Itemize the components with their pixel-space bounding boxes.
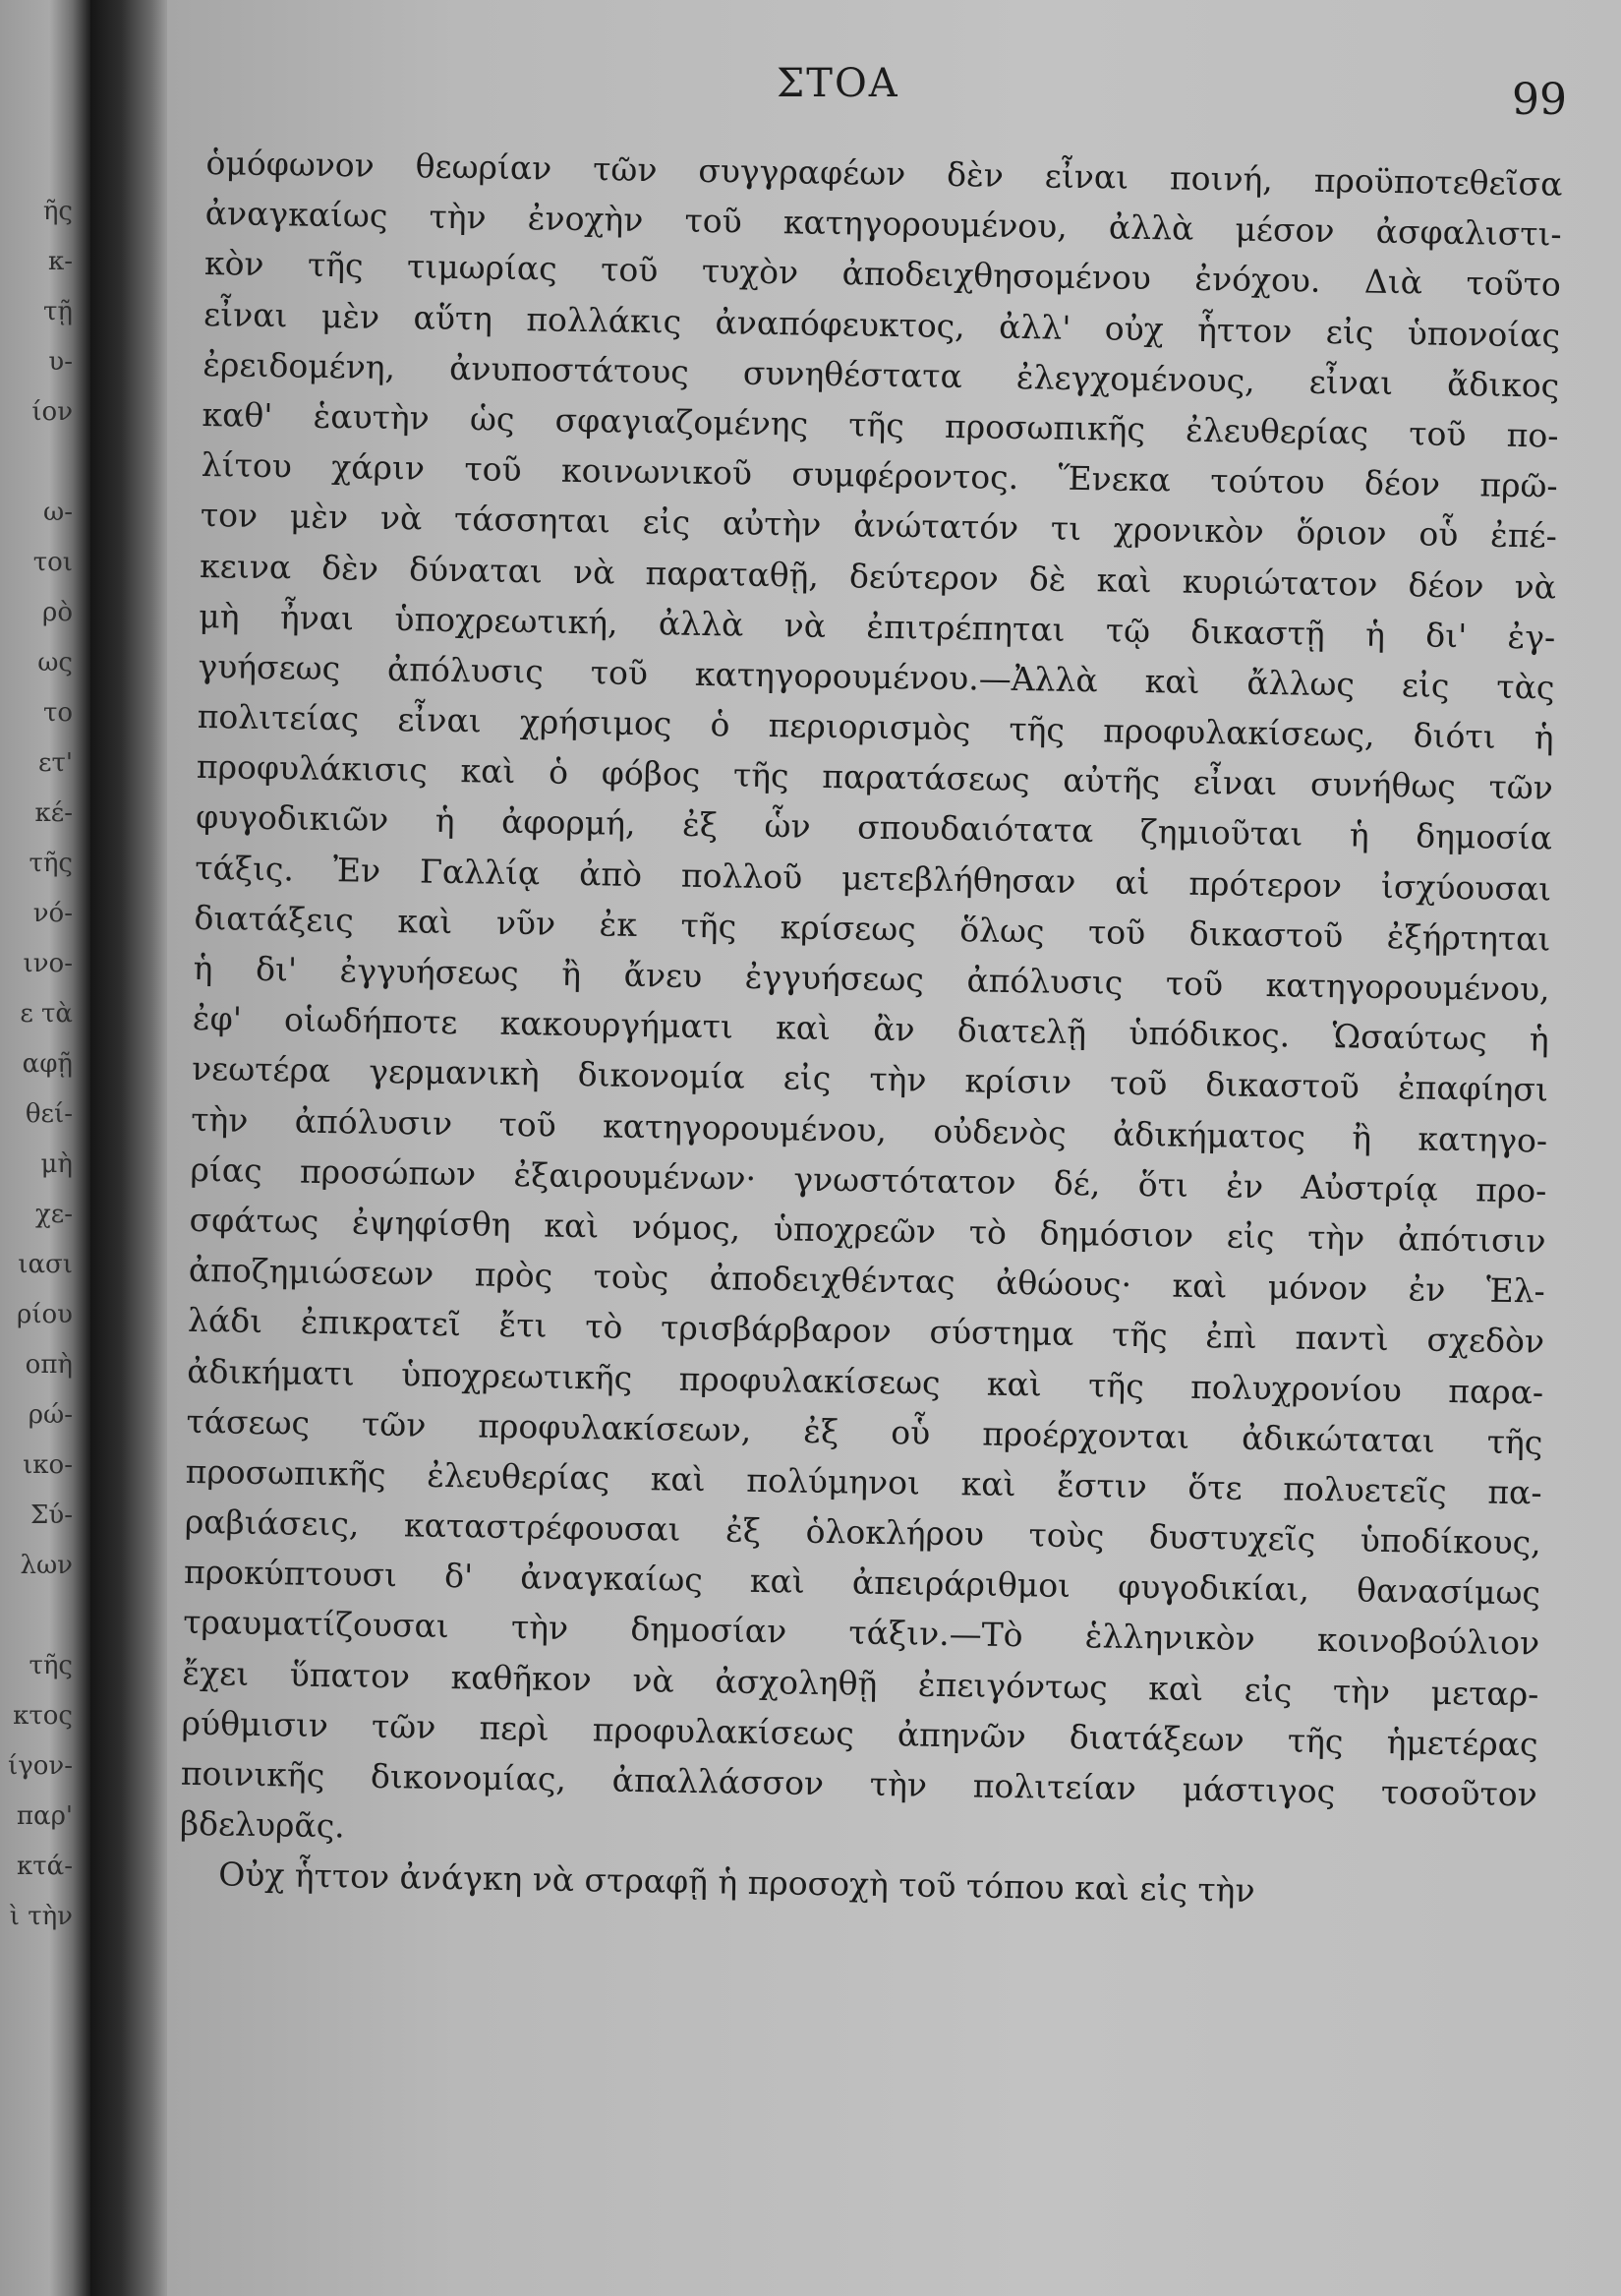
text-line: ἐφ' οἱωδήποτε κακουργήματι καὶ ἂν διατελῇ ὑπόδικος. Ὡσαύτως ἡ — [192, 999, 1550, 1059]
facing-page-fragment: αφῇ — [22, 1049, 73, 1079]
text-line: μὴ ἦναι ὑποχρεωτική, ἀλλὰ νὰ ἐπιτρέπηται τῷ δικαστῇ ἡ δι' ἐγ- — [199, 596, 1556, 657]
book-gutter — [90, 0, 167, 2296]
facing-page-fragment: μὴ — [40, 1149, 73, 1179]
facing-page-fragment: ω- — [43, 498, 73, 527]
text-line: τον μὲν νὰ τάσσηται εἰς αὐτὴν ἀνώτατόν τι χρονικὸν ὅριον οὗ ἐπέ- — [200, 496, 1558, 556]
facing-page-fragment: οπὴ — [25, 1350, 73, 1380]
text-line: κεινα δὲν δύναται νὰ παραταθῇ, δεύτερον δὲ καὶ κυριώτατον δέον νὰ — [199, 546, 1557, 607]
text-line: σφάτως ἐψηφίσθη καὶ νόμος, ὑποχρεῶν τὸ δημόσιον εἰς τὴν ἀπότισιν — [189, 1200, 1546, 1261]
facing-page-fragment: τῆς — [29, 1651, 73, 1680]
text-line: νεωτέρα γερμανικὴ δικονομία εἰς τὴν κρίσιν τοῦ δικαστοῦ ἐπαφίησι — [191, 1049, 1549, 1109]
facing-page-fragment: ρὸ — [42, 598, 73, 627]
facing-page-fragment: τῆς — [29, 849, 73, 878]
text-line: ἀδικήματι ὑποχρεωτικῆς προφυλακίσεως καὶ τῆς πολυχρονίου παρα- — [186, 1351, 1544, 1412]
facing-page-fragments — [0, 187, 79, 1942]
facing-page-fragment: ετ' — [37, 748, 73, 778]
text-line: ραβιάσεις, καταστρέφουσαι ἐξ ὁλοκλήρου τοὺς δυστυχεῖς ὑποδίκους, — [184, 1501, 1542, 1562]
text-line: γυήσεως ἀπόλυσις τοῦ κατηγορουμένου.—Ἀλλὰ καὶ ἄλλως εἰς τὰς — [198, 646, 1555, 707]
facing-page-fragment: ῆς — [42, 197, 73, 226]
facing-page-fragment: υ- — [48, 347, 73, 377]
facing-page-fragment: ε τὰ — [20, 999, 73, 1029]
facing-page-edge — [0, 0, 90, 2296]
text-line: κὸν τῆς τιμωρίας τοῦ τυχὸν ἀποδειχθησομένου ἐνόχου. Διὰ τοῦτο — [203, 244, 1562, 305]
facing-page-fragment: κ- — [47, 247, 73, 276]
facing-page-fragment: Σύ- — [30, 1501, 73, 1530]
text-line: ἐρειδομένη, ἀνυποστάτους συνηθέστατα ἐλεγχομένους, εἶναι ἄδικος — [203, 344, 1560, 405]
page-header — [167, 61, 1621, 130]
text-line: ρίας προσώπων ἐξαιρουμένων· γνωστότατον δέ, ὅτι ἐν Αὐστρίᾳ προ- — [190, 1149, 1547, 1210]
facing-page-fragment: παρ' — [16, 1801, 73, 1831]
facing-page-fragment: λων — [20, 1551, 73, 1580]
running-head: ΣΤΟΑ — [777, 61, 899, 106]
facing-page-fragment: ιασι — [18, 1250, 73, 1279]
text-line: ἡ δι' ἐγγυήσεως ἢ ἄνευ ἐγγυήσεως ἀπόλυσις τοῦ κατηγορουμένου, — [193, 948, 1550, 1009]
facing-page-fragment: ίγον- — [8, 1751, 73, 1781]
facing-page-fragment — [0, 1591, 79, 1641]
facing-page-fragment: ρίου — [17, 1300, 73, 1329]
facing-page-fragment: κτά- — [17, 1852, 73, 1881]
facing-page-fragment: κέ- — [34, 798, 73, 828]
facing-page-fragment: θεί- — [25, 1099, 73, 1129]
facing-page-fragment: ρώ- — [28, 1400, 73, 1430]
facing-page-fragment: νό- — [32, 899, 73, 928]
text-line: τραυματίζουσαι τὴν δημοσίαν τάξιν.—Τὸ ἑλληνικὸν κοινοβούλιον — [182, 1603, 1540, 1663]
facing-page-fragment: ως — [37, 648, 73, 677]
facing-page-fragment: ικο- — [23, 1450, 73, 1480]
text-line: Οὐχ ἧττον ἀνάγκη νὰ στραφῇ ἡ προσοχὴ τοῦ τόπου καὶ εἰς τὴν — [217, 1854, 1255, 1911]
text-line: βδελυρᾶς. — [179, 1803, 346, 1846]
text-line: τὴν ἀπόλυσιν τοῦ κατηγορουμένου, οὐδενὸς ἀδικήματος ἢ κατηγο- — [191, 1099, 1548, 1160]
text-line: προσωπικῆς ἐλευθερίας καὶ πολύμηνοι καὶ ἔστιν ὅτε πολυετεῖς πα- — [185, 1451, 1542, 1512]
text-line: φυγοδικιῶν ἡ ἀφορμή, ἐξ ὧν σπουδαιότατα ζημιοῦται ἡ δημοσία — [195, 797, 1553, 858]
text-line: λίτου χάριν τοῦ κοινωνικοῦ συμφέροντος. Ἕνεκα τούτου δέον πρῶ- — [201, 445, 1558, 505]
text-line: λάδι ἐπικρατεῖ ἔτι τὸ τρισβάρβαρον σύστημα τῆς ἐπὶ παντὶ σχεδὸν — [187, 1301, 1545, 1361]
text-line: ποινικῆς δικονομίας, ἀπαλλάσσον τὴν πολιτείαν μάστιγος τοσοῦτον — [180, 1753, 1538, 1814]
facing-page-fragment: τῇ — [43, 297, 73, 326]
facing-page-fragment: το — [42, 698, 73, 728]
facing-page-fragment: τοι — [32, 548, 73, 577]
facing-page-fragment: ινο- — [23, 949, 73, 978]
facing-page-fragment — [0, 438, 79, 488]
text-line: ρύθμισιν τῶν περὶ προφυλακίσεως ἀπηνῶν διατάξεων τῆς ἡμετέρας — [181, 1703, 1538, 1764]
facing-page-fragment: χε- — [34, 1200, 73, 1229]
text-line: ἔχει ὕπατον καθῆκον νὰ ἀσχοληθῇ ἐπειγόντως καὶ εἰς τὴν μεταρ- — [182, 1653, 1539, 1714]
text-line: ὁμόφωνον θεωρίαν τῶν συγγραφέων δὲν εἶναι ποινή, προϋποτεθεῖσα — [205, 143, 1563, 204]
text-line: ἀποζημιώσεων πρὸς τοὺς ἀποδειχθέντας ἀθώους· καὶ μόνον ἐν Ἑλ- — [188, 1250, 1546, 1311]
text-line: πολιτείας εἶναι χρήσιμος ὁ περιορισμὸς τῆς προφυλακίσεως, διότι ἡ — [197, 696, 1554, 757]
text-line: τάξις. Ἐν Γαλλίᾳ ἀπὸ πολλοῦ μετεβλήθησαν αἱ πρότερον ἰσχύουσαι — [195, 848, 1552, 909]
book-page — [167, 0, 1621, 2296]
facing-page-fragment: κτος — [13, 1701, 73, 1731]
facing-page-fragment: ίον — [31, 397, 73, 427]
body-text — [179, 138, 1563, 1920]
text-line: προφυλάκισις καὶ ὁ φόβος τῆς παρατάσεως αὐτῆς εἶναι συνήθως τῶν — [196, 747, 1554, 807]
text-line: εἶναι μὲν αὕτη πολλάκις ἀναπόφευκτος, ἀλλ' οὐχ ἧττον εἰς ὑπονοίας — [203, 294, 1561, 355]
text-line: καθ' ἑαυτὴν ὡς σφαγιαζομένης τῆς προσωπικῆς ἐλευθερίας τοῦ πο- — [202, 394, 1559, 455]
text-line: ἀναγκαίως τὴν ἐνοχὴν τοῦ κατηγορουμένου, ἀλλὰ μέσον ἀσφαλιστι- — [204, 194, 1562, 254]
page-number: 99 — [1512, 75, 1567, 125]
text-line: προκύπτουσι δ' ἀναγκαίως καὶ ἀπειράριθμοι φυγοδικίαι, θανασίμως — [183, 1553, 1541, 1613]
facing-page-fragment: ὶ τὴν — [9, 1902, 73, 1931]
text-line: διατάξεις καὶ νῦν ἐκ τῆς κρίσεως ὅλως τοῦ δικαστοῦ ἐξήρτηται — [194, 898, 1551, 959]
text-line: τάσεως τῶν προφυλακίσεων, ἐξ οὗ προέρχονται ἀδικώταται τῆς — [186, 1401, 1543, 1462]
